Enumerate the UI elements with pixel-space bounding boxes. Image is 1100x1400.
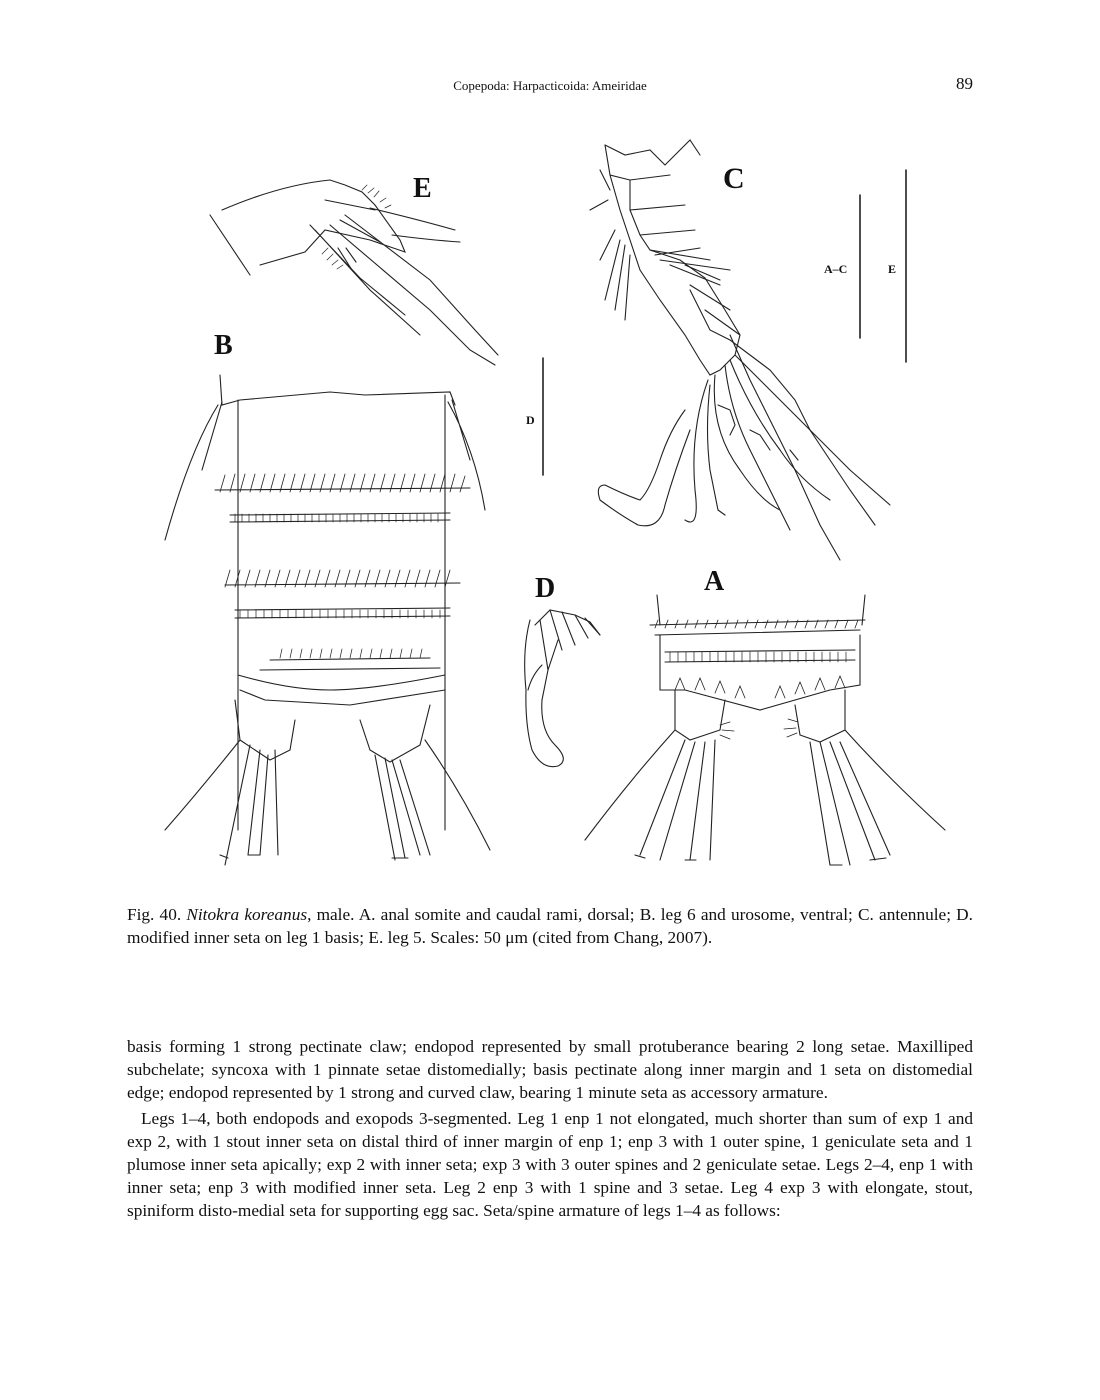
caption-text: , male. A. anal somite and caudal rami, dorsal; B. leg 6 and urosome, ventral; C. antennule; D. modified inner seta on leg 1 basis; E. leg 5. Scales: 50 μm (cited from Chang, 2007). [127, 905, 973, 947]
body-text [127, 1035, 973, 1222]
caption-species-name: Nitokra koreanus [186, 905, 308, 924]
scale-bar-label-a-c: A–C [824, 262, 848, 276]
panel-label-e: E [413, 173, 432, 204]
figure-40 [130, 130, 975, 875]
figure-caption [127, 903, 973, 949]
scale-bar-label-e: E [888, 262, 897, 276]
panel-a-drawing [585, 595, 945, 865]
running-head [0, 74, 1100, 98]
page-number: 89 [956, 74, 973, 93]
panel-e-drawing [210, 180, 498, 365]
panel-label-d: D [535, 573, 556, 604]
body-paragraph-1: basis forming 1 strong pectinate claw; endopod represented by small protuberance bearing 2 long setae. Maxilliped subchelate; syncoxa with 1 pinnate setae distomedially; basis pectinate along inner margin and 1 seta on distomedial edge; endopod represented by 1 strong and curved claw, bearing 1 minute seta as accessory armature. [127, 1037, 973, 1102]
running-title: Copepoda: Harpacticoida: Ameiridae [453, 78, 647, 93]
panel-label-a: A [704, 566, 725, 597]
panel-label-c: C [723, 162, 745, 195]
body-paragraph-2: Legs 1–4, both endopods and exopods 3-segmented. Leg 1 enp 1 not elongated, much shorter than sum of exp 1 and exp 2, with 1 stout inner seta on distal third of inner margin of enp 1; enp 3 with 1 outer spine, 1 geniculate seta and 1 plumose inner seta apically; exp 2 with inner seta; exp 3 with 3 outer spines and 2 geniculate setae. Legs 2–4, enp 1 with inner seta; enp 3 with modified inner seta. Leg 2 enp 3 with 1 spine and 3 setae. Leg 4 exp 3 with elongate, stout, spiniform disto-medial seta for supporting egg sac. Seta/spine armature of legs 1–4 as follows: [127, 1109, 973, 1220]
panel-c-drawing [590, 140, 890, 560]
caption-figure-number: Fig. 40. [127, 905, 182, 924]
scale-bar-label-d: D [526, 413, 535, 427]
panel-d-drawing [525, 610, 600, 767]
panel-b-drawing [165, 375, 490, 865]
panel-label-b: B [214, 330, 233, 361]
